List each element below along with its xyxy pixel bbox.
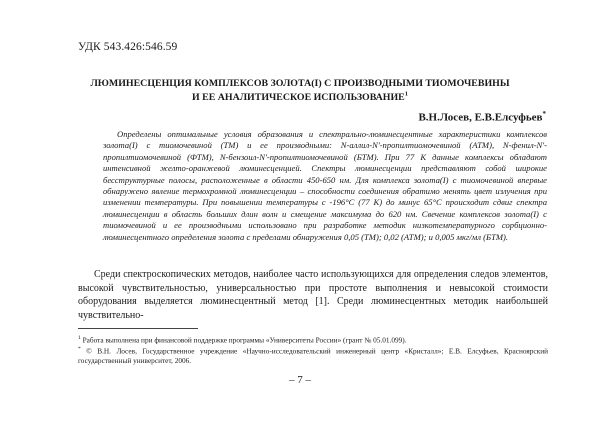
body-paragraph: Среди спектроскопических методов, наиболее часто использующихся для определения следов элементов, высокой чувствительностью, универсальностью при простоте выполнения и невысокой стоимости оборудования выделяется люминесцентный метод [1]. Среди люминесцентных методик наибольшей чувствительно- bbox=[78, 269, 548, 321]
title-line-1: ЛЮМИНЕСЦЕНЦИЯ КОМПЛЕКСОВ ЗОЛОТА(I) С ПРОИЗВОДНЫМИ ТИОМОЧЕВИНЫ bbox=[90, 78, 510, 89]
article-title bbox=[60, 77, 540, 104]
footnote-2 bbox=[78, 344, 548, 366]
title-line-2-text: И ЕЕ АНАЛИТИЧЕСКОЕ ИСПОЛЬЗОВАНИЕ bbox=[191, 91, 405, 103]
author-footnote-mark: * bbox=[542, 110, 546, 118]
footnote-1-mark: 1 bbox=[78, 335, 81, 341]
author-names: В.Н.Лосев, Е.В.Елсуфьев bbox=[418, 111, 543, 124]
abstract: Определены оптимальные условия образования и спектрально-люминесцентные характеристики комплексов золота(I) с тиомочевиной (ТМ) и ее производными: N-аллил-N'-пропилтиомочевиной (АТМ), N-фенил-N'-пропилтиомочевиной (ФТМ), N-бензоил-N'-пропилтиомочевиной (БТМ). При 77 К данные комплексы обладают интенсивной желто-оранжевой люминесценцией. Спектры люминесценции представляют собой широкие бесструктурные полосы, расположенные в области 450-650 нм. Для комплекса золота(I) с тиомочевиной впервые обнаружено явление термохромной люминесценции – способности соединения обратимо менять цвет излучения при изменении температуры. При повышении температуры с -196°С (77 К) до минус 65°С происходит сдвиг спектра люминесценции в область больших длин волн и смещение максимума до 620 нм. Свечение комплексов золота(I) с тиомочевиной и ее производными использовано при разработке методик низкотемпературного сорбционно-люминесцентного определения золота с пределами обнаружения 0,05 (ТМ); 0,02 (АТМ); и 0,005 мкг/мл (БТМ). bbox=[103, 129, 547, 242]
footnote-2-text: © В.Н. Лосев, Государственное учреждение «Научно-исследовательский инженерный центр «Кристалл»; Е.В. Елсуфьев, Красноярский государственный университет, 2006. bbox=[78, 346, 549, 366]
authors bbox=[418, 110, 546, 124]
page-number: – 7 – bbox=[289, 374, 311, 386]
footnote-1-text: Работа выполнена при финансовой поддержке программы «Университеты России» (грант № 05.01.099). bbox=[82, 335, 407, 345]
udc-code: УДК 543.426:546.59 bbox=[78, 41, 178, 53]
title-footnote-mark: 1 bbox=[404, 90, 409, 98]
footnote-2-mark: * bbox=[78, 346, 81, 352]
footnote-divider bbox=[78, 328, 198, 329]
title-line-2 bbox=[60, 91, 540, 105]
